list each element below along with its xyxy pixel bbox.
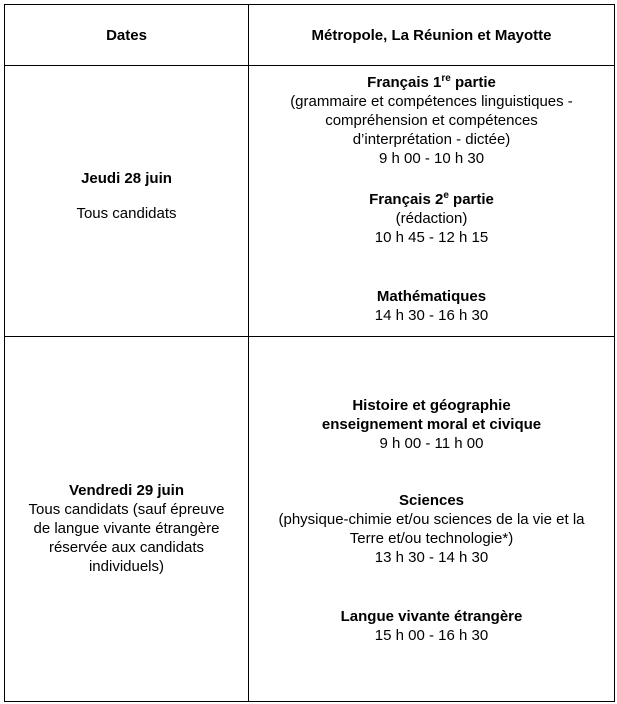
schedule-row-thursday <box>5 66 615 337</box>
exam-desc-line: (rédaction) <box>395 210 468 227</box>
exam-foreign-language <box>249 607 614 645</box>
exam-desc-line: (physique-chimie et/ou sciences de la vie et la <box>278 511 585 528</box>
date-note: Tous candidats <box>76 205 177 222</box>
exam-time: 14 h 30 - 16 h 30 <box>374 307 489 324</box>
exam-desc-line: compréhension et compétences <box>325 112 538 129</box>
date-cell-friday <box>5 337 249 702</box>
date-note-line: individuels) <box>88 558 165 575</box>
exam-sciences <box>249 491 614 567</box>
exam-title: Français 2 <box>369 191 444 208</box>
exam-desc-line: (grammaire et compétences linguistiques - <box>290 93 573 110</box>
exam-title: Mathématiques <box>376 288 487 305</box>
schedule-row-friday <box>5 337 615 702</box>
exam-desc-line: d’interprétation - dictée) <box>352 131 511 148</box>
exam-title-line: enseignement moral et civique <box>321 416 542 433</box>
exam-title-suffix: partie <box>448 191 494 208</box>
date-label: Jeudi 28 juin <box>81 170 172 187</box>
date-cell-thursday <box>5 66 249 337</box>
exam-title-line: Histoire et géographie <box>352 397 511 414</box>
exam-time: 10 h 45 - 12 h 15 <box>374 229 489 246</box>
exam-french-part2 <box>249 190 614 247</box>
exam-time: 15 h 00 - 16 h 30 <box>374 627 489 644</box>
exams-cell-thursday <box>249 66 615 337</box>
date-note-line: Tous candidats (sauf épreuve <box>28 501 225 518</box>
date-note-line: de langue vivante étrangère <box>33 520 220 537</box>
exam-french-part1 <box>249 73 614 168</box>
exam-title-sup: re <box>441 73 451 84</box>
exam-title: Français 1 <box>367 74 442 91</box>
header-dates: Dates <box>5 5 249 66</box>
exam-schedule-table <box>4 4 615 702</box>
header-regions: Métropole, La Réunion et Mayotte <box>249 5 615 66</box>
exam-desc-line: Terre et/ou technologie*) <box>349 530 514 547</box>
header-row <box>5 5 615 66</box>
exam-history-geography <box>249 396 614 453</box>
exam-maths <box>249 287 614 325</box>
exam-title: Langue vivante étrangère <box>340 608 523 625</box>
date-label: Vendredi 29 juin <box>68 482 185 499</box>
date-note-line: réservée aux candidats <box>48 539 205 556</box>
exam-title-sup: e <box>443 190 449 201</box>
exam-time: 9 h 00 - 10 h 30 <box>378 150 485 167</box>
exams-cell-friday <box>249 337 615 702</box>
exam-title: Sciences <box>398 492 465 509</box>
exam-title-suffix: partie <box>450 74 496 91</box>
exam-time: 13 h 30 - 14 h 30 <box>374 549 489 566</box>
exam-time: 9 h 00 - 11 h 00 <box>379 435 484 452</box>
